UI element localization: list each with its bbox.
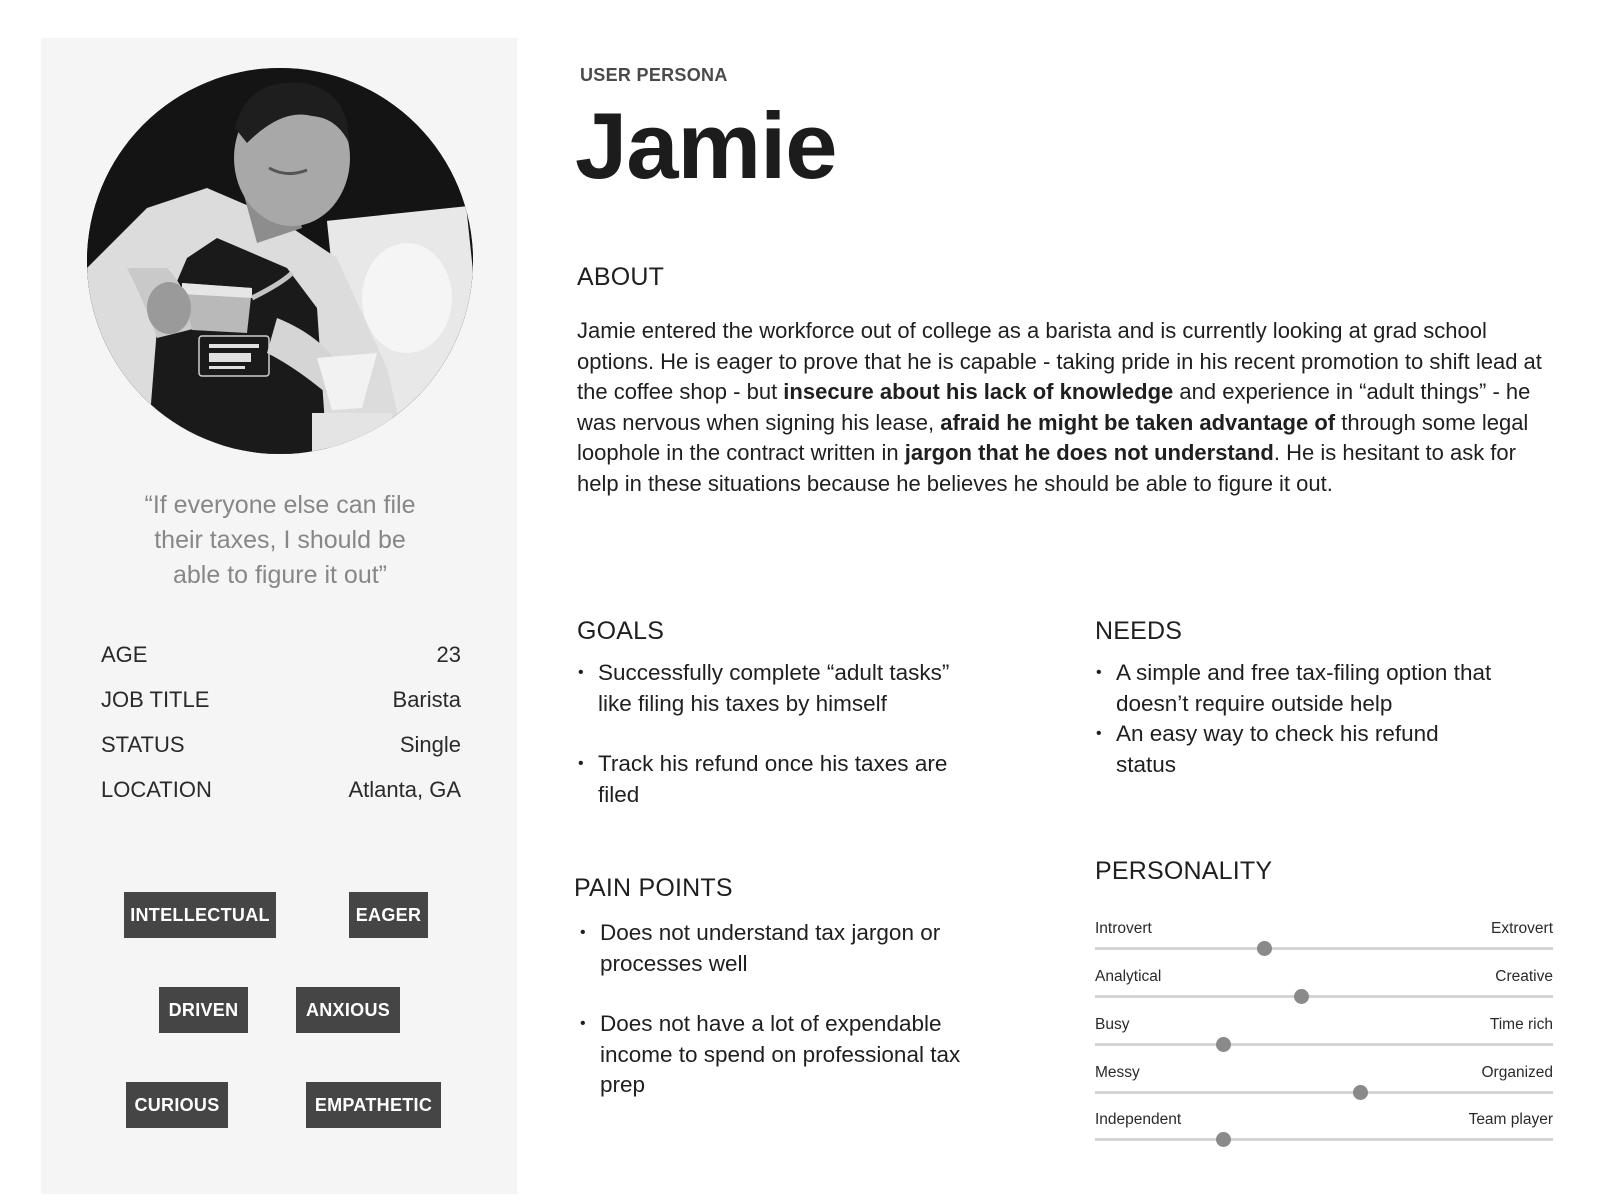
fact-age <box>101 641 461 686</box>
page-eyebrow: USER PERSONA <box>580 65 728 85</box>
slider-track <box>1095 1091 1553 1094</box>
fact-label: STATUS <box>101 732 185 757</box>
goal-item: • Successfully complete “adult tasks” like filing his taxes by himself <box>576 658 976 719</box>
personality-slider-messy-organized <box>1095 1064 1553 1096</box>
slider-knob <box>1216 1132 1231 1147</box>
slider-right-label: Organized <box>1481 1064 1553 1081</box>
slider-track <box>1095 947 1553 950</box>
about-highlight: afraid he might be taken advantage of <box>940 409 1336 435</box>
about-segment: . He is hesitant to ask for help in these situations because he believes he should be able to figure it out. <box>577 440 1516 496</box>
persona-name: Jamie <box>575 93 837 198</box>
slider-knob <box>1257 941 1272 956</box>
needs-list <box>1094 658 1504 780</box>
needs-title: NEEDS <box>1095 617 1183 645</box>
about-segment: Jamie entered the workforce out of college as a barista and is currently looking at grad school options. He is eager to prove that he is capable - taking pride in his recent promotion to shift lead at the coffee shop - but <box>577 318 1542 404</box>
trait-tag-anxious: ANXIOUS <box>296 987 400 1033</box>
fact-status <box>101 731 461 776</box>
personality-slider-busy-time-rich <box>1095 1016 1553 1048</box>
slider-right-label: Creative <box>1495 968 1553 985</box>
personality-slider-introvert-extrovert <box>1095 920 1553 952</box>
pain-points-list <box>578 918 998 1101</box>
trait-tag-curious: CURIOUS <box>126 1082 228 1128</box>
persona-facts <box>101 641 461 821</box>
about-paragraph <box>577 316 1557 499</box>
quote-line: “If everyone else can file <box>144 491 416 519</box>
fact-label: LOCATION <box>101 777 212 802</box>
slider-left-label: Introvert <box>1095 920 1152 937</box>
slider-left-label: Busy <box>1095 1016 1130 1033</box>
quote-line: their taxes, I should be <box>154 526 406 554</box>
need-item: • An easy way to check his refund status <box>1094 719 1504 780</box>
need-item: • A simple and free tax-filing option that doesn’t require outside help <box>1094 658 1504 719</box>
trait-tag-intellectual: INTELLECTUAL <box>124 892 276 938</box>
pain-point-item: • Does not have a lot of expendable income to spend on professional tax prep <box>578 1009 998 1101</box>
about-highlight: insecure about his lack of knowledge <box>783 379 1174 404</box>
goal-item: • Track his refund once his taxes are filed <box>576 749 976 810</box>
personality-title: PERSONALITY <box>1095 857 1273 885</box>
slider-track <box>1095 1043 1553 1046</box>
about-highlight: jargon that he does not understand <box>904 440 1274 465</box>
trait-tag-eager: EAGER <box>349 892 428 938</box>
quote-line: able to figure it out” <box>172 561 387 589</box>
trait-tag-driven: DRIVEN <box>159 987 248 1033</box>
slider-track <box>1095 995 1553 998</box>
slider-right-label: Team player <box>1468 1111 1553 1128</box>
fact-value: Barista <box>392 687 461 712</box>
fact-label: JOB TITLE <box>101 687 210 712</box>
about-segment: through some legal loophole in the contract written in <box>577 409 1529 465</box>
slider-left-label: Analytical <box>1095 968 1162 985</box>
persona-photo <box>87 68 473 454</box>
slider-left-label: Independent <box>1095 1111 1182 1128</box>
fact-value: Single <box>399 732 461 757</box>
goals-title: GOALS <box>577 617 665 645</box>
fact-value: 23 <box>436 642 461 667</box>
slider-right-label: Time rich <box>1489 1016 1553 1033</box>
goals-list <box>576 658 976 810</box>
fact-job-title <box>101 686 461 731</box>
slider-right-label: Extrovert <box>1490 920 1553 937</box>
slider-track <box>1095 1138 1553 1141</box>
slider-knob <box>1353 1085 1368 1100</box>
about-segment: and experience in “adult things” - he was nervous when signing his lease, <box>577 379 1531 435</box>
about-title: ABOUT <box>577 263 665 291</box>
slider-knob <box>1294 989 1309 1004</box>
fact-label: AGE <box>101 642 148 667</box>
personality-slider-independent-team-player <box>1095 1111 1553 1143</box>
personality-slider-analytical-creative <box>1095 968 1553 1000</box>
fact-value: Atlanta, GA <box>348 777 461 802</box>
persona-quote <box>100 488 460 593</box>
trait-tag-empathetic: EMPATHETIC <box>306 1082 441 1128</box>
slider-left-label: Messy <box>1095 1064 1140 1081</box>
pain-points-title: PAIN POINTS <box>574 874 733 902</box>
fact-location <box>101 776 461 821</box>
pain-point-item: • Does not understand tax jargon or processes well <box>578 918 998 979</box>
slider-knob <box>1216 1037 1231 1052</box>
